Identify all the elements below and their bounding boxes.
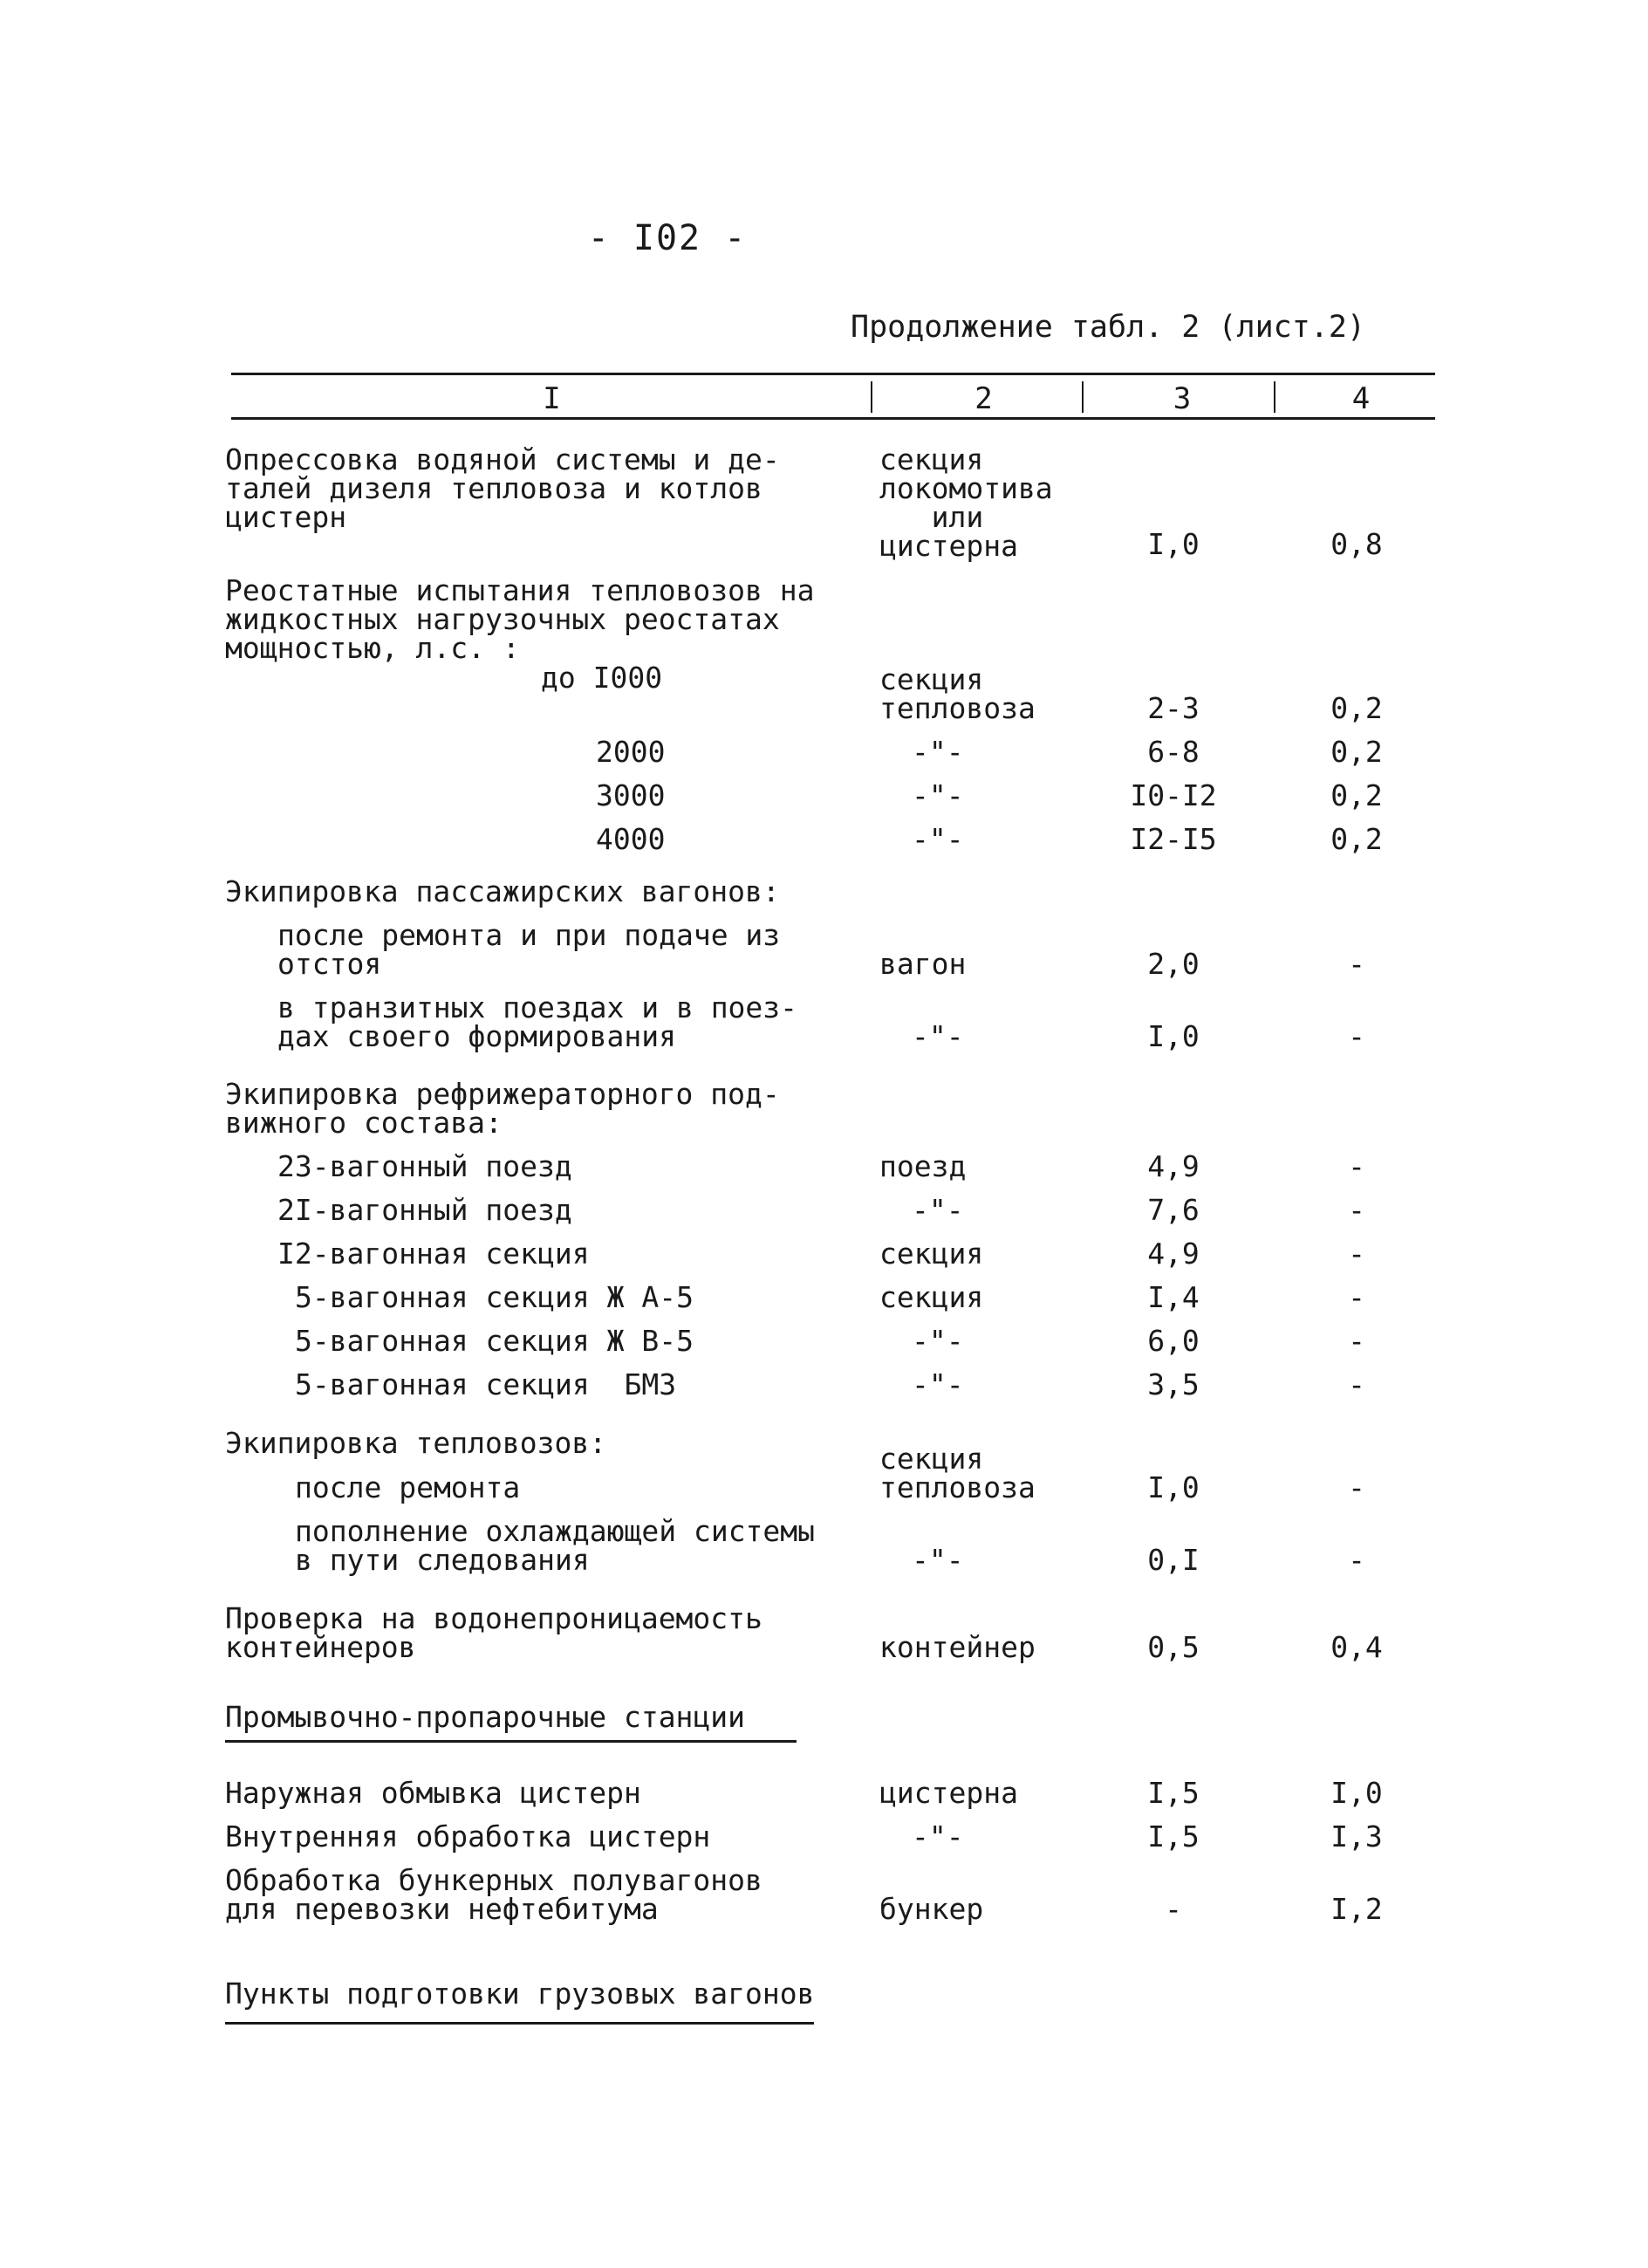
table-cell-value-3: 6-8 bbox=[1147, 735, 1200, 769]
table-cell-value-4: - bbox=[1348, 1324, 1365, 1358]
section-underline bbox=[225, 1740, 797, 1743]
table-cell-value-3: I0-I2 bbox=[1130, 778, 1217, 812]
table-cell-unit: -"- bbox=[912, 822, 964, 856]
table-cell-value-4: 0,2 bbox=[1330, 691, 1383, 725]
table-cell-value-3: 0,5 bbox=[1147, 1630, 1200, 1664]
table-cell-description: Экипировка пассажирских вагонов: bbox=[225, 874, 780, 908]
table-cell-description: 5-вагонная секция БМЗ bbox=[295, 1367, 677, 1401]
table-cell-value-4: I,3 bbox=[1330, 1819, 1383, 1853]
section-title: Промывочно-пропарочные станции bbox=[225, 1700, 746, 1734]
table-cell-value-4: - bbox=[1348, 1237, 1365, 1271]
table-cell-value-3: 2-3 bbox=[1147, 691, 1200, 725]
table-cell-description: 23-вагонный поезд bbox=[277, 1149, 572, 1183]
table-cell-value-3: - bbox=[1165, 1892, 1182, 1926]
table-cell-value-3: I,0 bbox=[1147, 1470, 1200, 1504]
table-cell-unit: секция тепловоза bbox=[879, 662, 1036, 725]
table-cell-value-3: I,4 bbox=[1147, 1280, 1200, 1314]
table-cell-value-3: 0,I bbox=[1147, 1543, 1200, 1577]
table-cell-description: 4000 bbox=[596, 822, 666, 856]
table-cell-description: 2000 bbox=[596, 735, 666, 769]
table-cell-description: до I000 bbox=[541, 661, 663, 695]
header-col-2: 2 bbox=[974, 381, 993, 416]
table-cell-unit: тепловоза bbox=[879, 1470, 1036, 1504]
table-cell-unit: цистерна bbox=[879, 1776, 1018, 1810]
table-cell-description: после ремонта bbox=[295, 1470, 521, 1504]
page-number: - I02 - bbox=[587, 218, 748, 258]
table-cell-unit: -"- bbox=[912, 1543, 964, 1577]
table-cell-description: Опрессовка водяной системы и де- талей дизеля тепловоза и котлов цистерн bbox=[225, 442, 780, 534]
table-cell-value-4: - bbox=[1348, 1280, 1365, 1314]
table-cell-unit: бункер bbox=[879, 1892, 984, 1926]
table-cell-description: Реостатные испытания тепловозов на жидкостных нагрузочных реостатах мощностью, л.с. : bbox=[225, 573, 815, 665]
table-cell-value-4: 0,8 bbox=[1330, 527, 1383, 561]
table-cell-unit: -"- bbox=[912, 1819, 964, 1853]
table-cell-value-3: I,0 bbox=[1147, 1019, 1200, 1053]
table-cell-value-3: 4,9 bbox=[1147, 1237, 1200, 1271]
table-cell-unit: секция bbox=[879, 1237, 984, 1271]
table-cell-unit: -"- bbox=[912, 1324, 964, 1358]
table-cell-unit: -"- bbox=[912, 1367, 964, 1401]
table-cell-value-4: - bbox=[1348, 947, 1365, 981]
table-cell-value-3: 3,5 bbox=[1147, 1367, 1200, 1401]
table-cell-value-4: - bbox=[1348, 1019, 1365, 1053]
table-cell-description: Экипировка рефрижераторного под- вижного состава: bbox=[225, 1077, 780, 1140]
table-cell-description: в транзитных поездах и в поез- дах своего формирования bbox=[277, 990, 798, 1053]
table-cell-unit: секция локомотива или цистерна bbox=[879, 442, 1053, 563]
table-cell-value-4: - bbox=[1348, 1193, 1365, 1227]
table-cell-value-4: - bbox=[1348, 1149, 1365, 1183]
table-cell-description: после ремонта и при подаче из отстоя bbox=[277, 918, 781, 981]
table-cell-description: 5-вагонная секция Ж А-5 bbox=[295, 1280, 694, 1314]
table-cell-description: 2I-вагонный поезд bbox=[277, 1193, 572, 1227]
table-cell-value-3: I2-I5 bbox=[1130, 822, 1217, 856]
table-cell-value-4: - bbox=[1348, 1543, 1365, 1577]
table-cell-value-3: 2,0 bbox=[1147, 947, 1200, 981]
header-col-4: 4 bbox=[1351, 381, 1371, 416]
table-cell-unit: секция bbox=[879, 1280, 984, 1314]
section-title: Пункты подготовки грузовых вагонов bbox=[225, 1977, 815, 2011]
table-continuation-caption: Продолжение табл. 2 (лист.2) bbox=[851, 310, 1366, 345]
section-underline bbox=[225, 2022, 814, 2025]
table-cell-unit: контейнер bbox=[879, 1630, 1036, 1664]
table-cell-value-4: - bbox=[1348, 1367, 1365, 1401]
table-cell-unit: -"- bbox=[912, 1019, 964, 1053]
table-cell-description: Наружная обмывка цистерн bbox=[225, 1776, 641, 1810]
table-cell-description: Внутренняя обработка цистерн bbox=[225, 1819, 711, 1853]
table-cell-description: Экипировка тепловозов: bbox=[225, 1426, 607, 1460]
table-cell-value-3: I,5 bbox=[1147, 1819, 1200, 1853]
table-cell-unit: секция bbox=[879, 1442, 984, 1476]
table-cell-value-3: 7,6 bbox=[1147, 1193, 1200, 1227]
table-cell-value-4: 0,2 bbox=[1330, 778, 1383, 812]
table-cell-description: I2-вагонная секция bbox=[277, 1237, 590, 1271]
table-cell-description: Проверка на водонепроницаемость контейнеров bbox=[225, 1601, 762, 1664]
table-cell-value-3: I,5 bbox=[1147, 1776, 1200, 1810]
header-col-1: I bbox=[543, 381, 561, 416]
table-cell-description: Обработка бункерных полувагонов для перевозки нефтебитума bbox=[225, 1863, 762, 1926]
table-cell-value-3: 4,9 bbox=[1147, 1149, 1200, 1183]
table-cell-value-4: I,2 bbox=[1330, 1892, 1383, 1926]
table-cell-description: 5-вагонная секция Ж В-5 bbox=[295, 1324, 694, 1358]
table-cell-value-3: I,0 bbox=[1147, 527, 1200, 561]
table-cell-unit: поезд bbox=[879, 1149, 967, 1183]
table-cell-value-4: 0,2 bbox=[1330, 822, 1383, 856]
table-cell-description: пополнение охлаждающей системы в пути следования bbox=[295, 1514, 816, 1577]
table-cell-unit: вагон bbox=[879, 947, 967, 981]
header-col-3: 3 bbox=[1173, 381, 1192, 416]
table-cell-value-4: 0,2 bbox=[1330, 735, 1383, 769]
table-cell-unit: -"- bbox=[912, 778, 964, 812]
table-cell-value-4: - bbox=[1348, 1470, 1365, 1504]
table-cell-unit: -"- bbox=[912, 1193, 964, 1227]
table-cell-description: 3000 bbox=[596, 778, 666, 812]
table-cell-value-4: 0,4 bbox=[1330, 1630, 1383, 1664]
table-cell-value-4: I,0 bbox=[1330, 1776, 1383, 1810]
table-cell-value-3: 6,0 bbox=[1147, 1324, 1200, 1358]
table-cell-unit: -"- bbox=[912, 735, 964, 769]
